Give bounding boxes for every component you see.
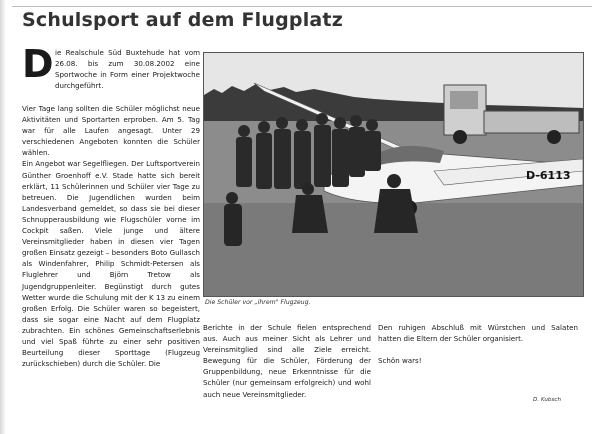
left-column — [22, 42, 200, 369]
middle-column — [203, 322, 371, 400]
right-paragraph-1: Den ruhigen Abschluß mit Würstchen und Salaten hatten die Eltern der Schüler organisiert. — [378, 323, 578, 344]
right-paragraph-2: Schön wars! — [378, 356, 422, 366]
right-column — [378, 322, 578, 366]
photo-glider-group — [204, 53, 583, 296]
body-paragraph-2: Ein Angebot war Segelfliegen. Der Luftsportverein Günther Groenhoff e.V. Stade hatte sich bereit erklärt, 11 Schülerinnen und Schüler vier Tage zu betreuen. Die Jugendlichen wurden beim Landesverband gemeldet, so dass sie bei dieser Schnupperausbildung wie Flugschüler vorne im Cockpit saßen. Viele junge und ältere Vereinsmitglieder haben in diesen vier Tagen großen Einsatz gezeigt – besonders Boto Gullasch als Windenfahrer, Philip Schmidt-Petersen als Fluglehrer und Björn Tretow als Jugendgruppenleiter. Begünstigt durch gutes Wetter wurde die Schulung mit der K 13 zu einem großen Erfolg. Die Schüler waren so begeistert, dass sie sogar eine Nacht auf dem Flugplatz zubrachten. Ein schönes Gemeinschaftserlebnis und viel Spaß führte zu einer sehr positiven Beurteilung dieser Sporttage (Flugzeug zurückschieben) durch die Schüler. Die — [22, 159, 200, 369]
article-photo — [203, 52, 584, 297]
middle-paragraph: Berichte in der Schule fielen entsprechend aus. Auch aus meiner Sicht als Lehrer und Vereinsmitglied sind alle Ziele erreicht. Bewegung für die Schüler, Förderung der Gruppenbildung, neue Erkenntnisse für die Schüler (nur gemeinsam erfolgreich) und wohl auch neue Vereinsmitglieder. — [203, 323, 371, 399]
lead-text: ie Realschule Süd Buxtehude hat vom 26.08. bis zum 30.08.2002 eine Sportwoche in Form einer Projektwoche durchgeführt. — [55, 48, 200, 91]
scan-edge-shadow — [0, 0, 6, 434]
drop-cap: D — [22, 42, 54, 86]
top-rule — [12, 6, 592, 7]
glider-registration: D-6113 — [526, 169, 571, 182]
author-signature: D. Kubsch — [533, 397, 562, 403]
article-title: Schulsport auf dem Flugplatz — [22, 9, 343, 31]
lead-paragraph — [22, 42, 200, 103]
body-paragraph-1: Vier Tage lang sollten die Schüler möglichst neue Aktivitäten und Sportarten erproben. Am 5. Tag war für alle Laufen angesagt. Unter 29 verschiedenen Angeboten konnten die Schüler wählen. — [22, 104, 200, 158]
photo-caption: Die Schüler vor „ihrem" Flugzeug. — [205, 299, 311, 306]
